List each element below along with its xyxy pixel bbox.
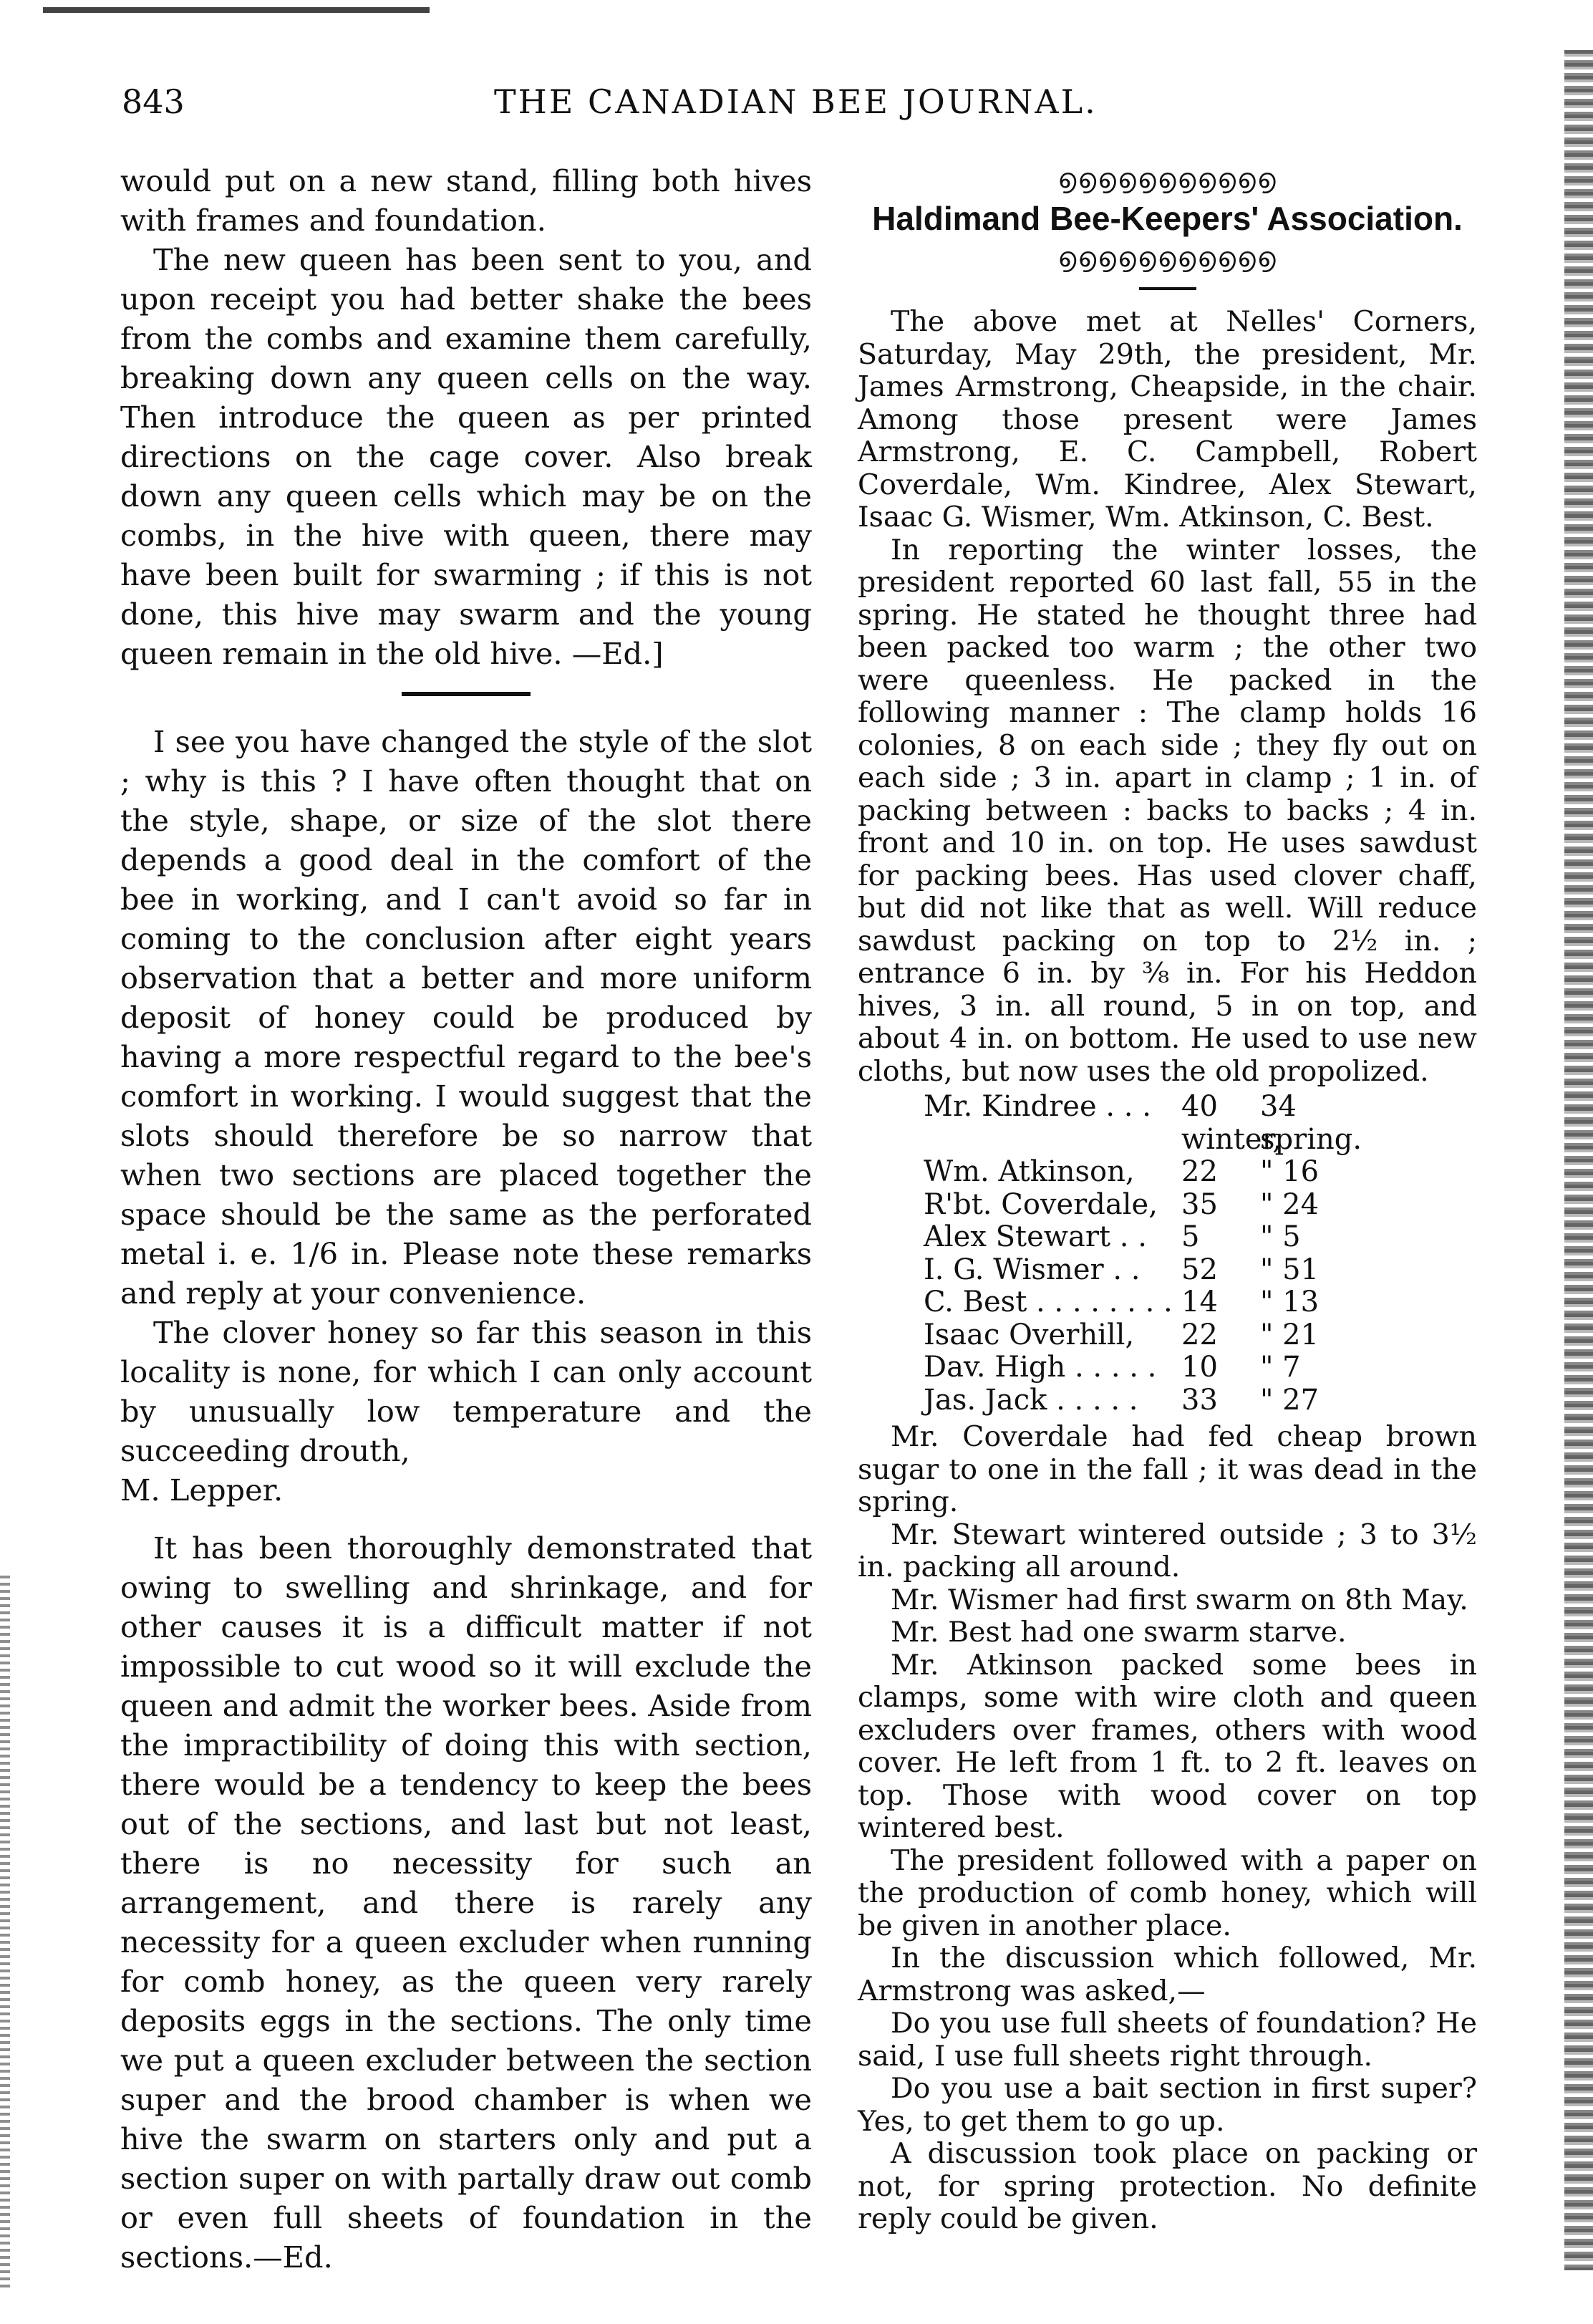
paragraph: Mr. Stewart wintered outside ; 3 to 3½ in. packing all around. [858, 1518, 1477, 1583]
member-name: I. G. Wismer . . [924, 1253, 1141, 1286]
spring-count [1260, 1254, 1396, 1287]
ditto-mark: " [1260, 1253, 1274, 1286]
spring-value: 13 [1282, 1286, 1320, 1318]
ornament-top: ൭൭൭൭൭൭൭൭൭൭൭ [1057, 164, 1277, 194]
spring-value: 24 [1282, 1187, 1320, 1221]
member-name: R'bt. Coverdale, [924, 1187, 1158, 1221]
paragraph: Mr. Wismer had first swarm on 8th May. [891, 1583, 1468, 1616]
paragraph: Do you use full sheets of foundation? He said, I use full sheets right through. [858, 2007, 1477, 2073]
spring-count [1260, 1189, 1396, 1222]
divider [1139, 287, 1196, 290]
winter-count: 33 [1181, 1383, 1218, 1417]
winter-count: 22 [1181, 1318, 1218, 1351]
binding-edge-left [0, 1576, 10, 2292]
paragraph: A discussion took place on packing or not, for spring protection. No definite reply could be given. [858, 2137, 1477, 2235]
paragraph: Mr. Coverdale had fed cheap brown sugar to one in the fall ; it was dead in the spring. [858, 1420, 1477, 1518]
ornament-bottom: ൭൭൭൭൭൭൭൭൭൭൭ [1057, 243, 1277, 273]
table-row [924, 1286, 1477, 1319]
spring-value: 16 [1282, 1155, 1320, 1188]
spring-count [1260, 1286, 1396, 1319]
spring-count [1260, 1351, 1396, 1384]
letter-paragraph: The clover honey so far this season in this locality is none, for which I can only account by unusually low temperature and the succeeding drouth, [120, 1315, 812, 1468]
paragraph: In the discussion which followed, Mr. Armstrong was asked,— [858, 1942, 1477, 2007]
losses-table [924, 1091, 1477, 1417]
table-row [924, 1221, 1477, 1254]
right-column [858, 161, 1477, 2236]
paragraph: Mr. Atkinson packed some bees in clamps, some with wire cloth and queen excluders over frames, others with wood cover. He left from 1 ft. to 2 ft. leaves on top. Those with wood cover on top wintered best. [858, 1648, 1477, 1844]
winter-count: 5 [1181, 1220, 1200, 1253]
table-row [924, 1156, 1477, 1189]
paragraph: Mr. Best had one swarm starve. [891, 1616, 1347, 1649]
winter-count: 52 [1181, 1253, 1218, 1286]
divider [402, 692, 531, 696]
paragraph: would put on a new stand, filling both hives with frames and foundation. [120, 163, 812, 238]
winter-count: 35 [1181, 1187, 1218, 1221]
winter-count: 22 [1181, 1155, 1218, 1188]
section-banner [858, 161, 1477, 276]
spring-count [1260, 1156, 1396, 1189]
spring-count: 34 spring. [1260, 1090, 1362, 1156]
section-heading: Haldimand Bee-Keepers' Association. [872, 200, 1463, 237]
ditto-mark: " [1260, 1220, 1274, 1253]
spring-value: 7 [1282, 1351, 1301, 1384]
table-row [924, 1319, 1477, 1352]
paragraph: The above met at Nelles' Corners, Saturday, May 29th, the president, Mr. James Armstrong, Cheapside, in the chair. Among those present were James Armstrong, E. C. Campbell, Robert Coverdale, Wm. Kindree, Alex Stewart, Isaac G. Wismer, Wm. Atkinson, C. Best. [858, 305, 1477, 534]
ditto-mark: " [1260, 1318, 1274, 1351]
table-row [924, 1189, 1477, 1222]
signature: M. Lepper. [120, 1472, 284, 1508]
member-name: Mr. Kindree . . . [924, 1090, 1151, 1123]
paragraph: In reporting the winter losses, the president reported 60 last fall, 55 in the spring. He stated he thought three had been packed too warm ; the other two were queenless. He packed in the following manner : The clamp holds 16 colonies, 8 on each side ; they fly out on each side ; 3 in. apart in clamp ; 1 in. of packing between : backs to backs ; 4 in. front and 10 in. on top. He uses sawdust for packing bees. Has used clover chaff, but did not like that as well. Will reduce sawdust packing on top to 2½ in. ; entrance 6 in. by ⅜ in. For his Heddon hives, 3 in. all round, 5 in on top, and about 4 in. on bottom. He used to use new cloths, but now uses the old propolized. [858, 533, 1477, 1088]
winter-count: 10 [1181, 1351, 1218, 1384]
letter-paragraph: I see you have changed the style of the slot ; why is this ? I have often thought that on the style, shape, or size of the slot there depends a good deal in the comfort of the bee in working, and I can't avoid so far in coming to the conclusion after eight years observation that a better and more uniform deposit of honey could be produced by having a more respectful regard to the bee's comfort in working. I would suggest that the slots should therefore be so narrow that when two sections are placed together the space should be the same as the perforated metal i. e. 1/6 in. Please note these remarks and reply at your convenience. [120, 724, 812, 1311]
left-column [120, 161, 812, 2277]
page-number: 843 [122, 82, 185, 121]
ditto-mark: " [1260, 1286, 1274, 1318]
binding-edge [1564, 50, 1593, 2270]
ditto-mark: " [1260, 1155, 1274, 1188]
table-row [924, 1351, 1477, 1384]
ditto-mark: " [1260, 1351, 1274, 1384]
member-name: Jas. Jack . . . . . [924, 1383, 1138, 1417]
spacer [120, 1510, 812, 1528]
spring-value: 51 [1282, 1253, 1320, 1286]
winter-count: 14 [1181, 1286, 1218, 1318]
table-row [924, 1384, 1477, 1417]
spring-value: 27 [1282, 1383, 1320, 1417]
member-name: Dav. High . . . . . [924, 1351, 1157, 1384]
spring-count [1260, 1221, 1396, 1254]
member-name: C. Best . . . . . . . . [924, 1286, 1173, 1318]
spring-count [1260, 1384, 1396, 1417]
spring-value: 21 [1282, 1318, 1320, 1351]
spring-value: 5 [1282, 1220, 1301, 1253]
running-title: THE CANADIAN BEE JOURNAL. [494, 82, 1098, 121]
ditto-mark: " [1260, 1187, 1274, 1221]
winter-count: 40 winter, [1181, 1090, 1282, 1156]
member-name: Isaac Overhill, [924, 1318, 1135, 1351]
ditto-mark: " [1260, 1383, 1274, 1417]
top-rule [43, 7, 430, 13]
paragraph: The president followed with a paper on the production of comb honey, which will be given in another place. [858, 1843, 1477, 1942]
member-name: Wm. Atkinson, [924, 1155, 1135, 1188]
page-header [122, 82, 1482, 132]
table-row [924, 1254, 1477, 1287]
table-row [924, 1091, 1477, 1156]
paragraph: Do you use a bait section in first super? Yes, to get them to go up. [858, 2072, 1477, 2138]
editor-reply: It has been thoroughly demonstrated that owing to swelling and shrinkage, and for other causes it is a difficult matter if not impossible to cut wood so it will exclude the queen and admit the worker bees. Aside from the impractibility of doing this with section, there would be a tendency to keep the bees out of the sections, and last but not least, there is no necessity for such an arrangement, and there is rarely any necessity for a queen excluder when running for comb honey, as the queen very rarely deposits eggs in the sections. The only time we put a queen excluder between the section super and the brood chamber is when we hive the swarm on starters only and put a section super on with partally draw out comb or even full sheets of foundation in the sections.—Ed. [120, 1530, 812, 2275]
paragraph: The new queen has been sent to you, and upon receipt you had better shake the bees from the combs and examine them carefully, breaking down any queen cells on the way. Then introduce the queen as per printed directions on the cage cover. Also break down any queen cells which may be on the combs, in the hive with queen, there may have been built for swarming ; if this is not done, this hive may swarm and the young queen remain in the old hive. —Ed.] [120, 242, 812, 671]
spring-count [1260, 1319, 1396, 1352]
member-name: Alex Stewart . . [924, 1220, 1147, 1253]
